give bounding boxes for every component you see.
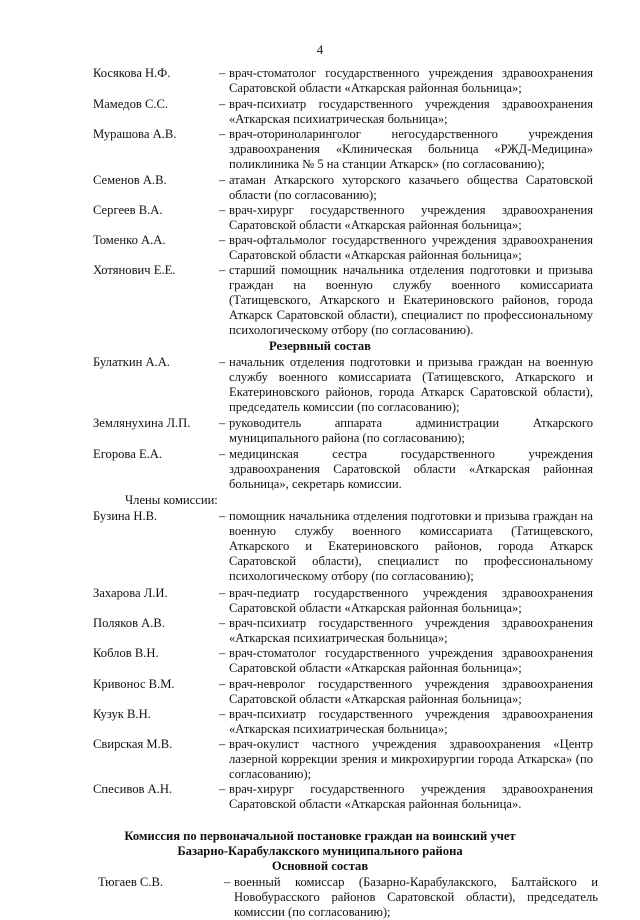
member-role: медицинская сестра государственного учреждения здравоохранения Саратовской области «Аткарская районная больница», секретарь комиссии. (229, 447, 593, 491)
member-role: врач-психиатр государственного учреждения здравоохранения «Аткарская психиатрическая больница»; (229, 707, 593, 736)
member-name: Семенов А.В. (93, 173, 167, 187)
member-name: Егорова Е.А. (93, 447, 163, 461)
member-name: Коблов В.Н. (93, 646, 159, 660)
members-label: Члены комиссии: (125, 493, 218, 507)
list-item (93, 447, 593, 492)
list-item (93, 355, 593, 415)
list-item (93, 646, 593, 676)
list-item (93, 416, 593, 446)
member-role: военный комиссар (Базарно-Карабулакского, Балтайского и Новобурасского районов Саратовской области), председатель комиссии (по согласованию); (234, 875, 598, 919)
member-role: врач-окулист частного учреждения здравоохранения «Центр лазерной коррекции зрения и микрохирургии города Аткарска» (по согласованию); (229, 737, 593, 781)
list-item (93, 509, 593, 584)
dash: – (219, 233, 226, 247)
list-item (93, 173, 593, 203)
member-name: Захарова Л.И. (93, 586, 168, 600)
dash: – (219, 616, 226, 630)
dash: – (219, 203, 226, 217)
section-heading-reserve: Резервный состав (269, 339, 371, 353)
dash: – (224, 875, 231, 889)
member-name: Свирская М.В. (93, 737, 173, 751)
dash: – (219, 646, 226, 660)
member-role: врач-хирург государственного учреждения здравоохранения Саратовской области «Аткарская районная больница»; (229, 203, 593, 232)
list-item (93, 233, 593, 263)
list-item (93, 782, 593, 812)
dash: – (219, 586, 226, 600)
member-role: руководитель аппарата администрации Аткарского муниципального района (по согласованию); (229, 416, 593, 445)
member-name: Булаткин А.А. (93, 355, 170, 369)
list-item (93, 707, 593, 737)
member-role: врач-педиатр государственного учреждения здравоохранения Саратовской области «Аткарская районная больница»; (229, 586, 593, 615)
dash: – (219, 173, 226, 187)
dash: – (219, 509, 226, 523)
member-role: врач-офтальмолог государственного учреждения здравоохранения Саратовской области «Аткарская районная больница»; (229, 233, 593, 262)
member-role: врач-стоматолог государственного учреждения здравоохранения Саратовской области «Аткарская районная больница»; (229, 66, 593, 95)
list-item (93, 66, 593, 96)
member-name: Землянухина Л.П. (93, 416, 191, 430)
list-item (93, 616, 593, 646)
section-heading-main: Основной состав (271, 859, 369, 873)
member-name: Поляков А.В. (93, 616, 165, 630)
dash: – (219, 707, 226, 721)
member-name: Мамедов С.С. (93, 97, 169, 111)
member-name: Сергеев В.А. (93, 203, 163, 217)
member-role: атаман Аткарского хуторского казачьего общества Саратовской области (по согласованию); (229, 173, 593, 202)
commission-title-line2: Базарно-Карабулакского муниципального района (177, 844, 463, 858)
member-role: врач-стоматолог государственного учреждения здравоохранения Саратовской области «Аткарская районная больница»; (229, 646, 593, 675)
page-number: 4 (316, 42, 324, 57)
list-item (93, 203, 593, 233)
member-role: врач-невролог государственного учреждения здравоохранения Саратовской области «Аткарская районная больница»; (229, 677, 593, 706)
member-name: Бузина Н.В. (93, 509, 158, 523)
dash: – (219, 66, 226, 80)
list-item (98, 875, 598, 920)
dash: – (219, 416, 226, 430)
member-role: помощник начальника отделения подготовки и призыва граждан на военную службу военного комиссариата (Татищевского, Аткарского и Екатериновского районов, города Аткарск Саратовской области), специалист по профессиональному психологическому отбору (по согласованию); (229, 509, 593, 583)
member-name: Тюгаев С.В. (98, 875, 164, 889)
member-role: старший помощник начальника отделения подготовки и призыва граждан на военную службу военного комиссариата (Татищевского, Аткарского и Екатериновского районов, города Аткарск Саратовской области), специалист по профессиональному психологическому отбору (по согласованию). (229, 263, 593, 337)
dash: – (219, 447, 226, 461)
member-name: Кузук В.Н. (93, 707, 151, 721)
member-role: врач-хирург государственного учреждения здравоохранения Саратовской области «Аткарская районная больница». (229, 782, 593, 811)
dash: – (219, 737, 226, 751)
dash: – (219, 127, 226, 141)
dash: – (219, 263, 226, 277)
dash: – (219, 782, 226, 796)
member-role: врач-психиатр государственного учреждения здравоохранения «Аткарская психиатрическая больница»; (229, 97, 593, 126)
list-item (93, 127, 593, 172)
member-name: Кривонос В.М. (93, 677, 175, 691)
member-role: врач-оториноларинголог негосударственного учреждения здравоохранения «Клиническая больница «РЖД-Медицина» поликлиника № 5 на станции Аткарск» (по согласованию); (229, 127, 593, 171)
list-item (93, 97, 593, 127)
list-item (93, 737, 593, 782)
member-role: врач-психиатр государственного учреждения здравоохранения «Аткарская психиатрическая больница»; (229, 616, 593, 645)
member-name: Спесивов А.Н. (93, 782, 173, 796)
list-item (93, 586, 593, 616)
list-item (93, 677, 593, 707)
dash: – (219, 355, 226, 369)
member-name: Косякова Н.Ф. (93, 66, 171, 80)
member-name: Хотянович Е.Е. (93, 263, 176, 277)
member-name: Мурашова А.В. (93, 127, 177, 141)
list-item (93, 263, 593, 338)
dash: – (219, 97, 226, 111)
member-role: начальник отделения подготовки и призыва граждан на военную службу военного комиссариата (Татищевского, Аткарского и Екатериновского районов, города Аткарск Саратовской области), председатель комиссии (по согласованию); (229, 355, 593, 414)
dash: – (219, 677, 226, 691)
commission-title-line1: Комиссия по первоначальной постановке граждан на воинский учет (124, 829, 516, 843)
member-name: Томенко А.А. (93, 233, 166, 247)
